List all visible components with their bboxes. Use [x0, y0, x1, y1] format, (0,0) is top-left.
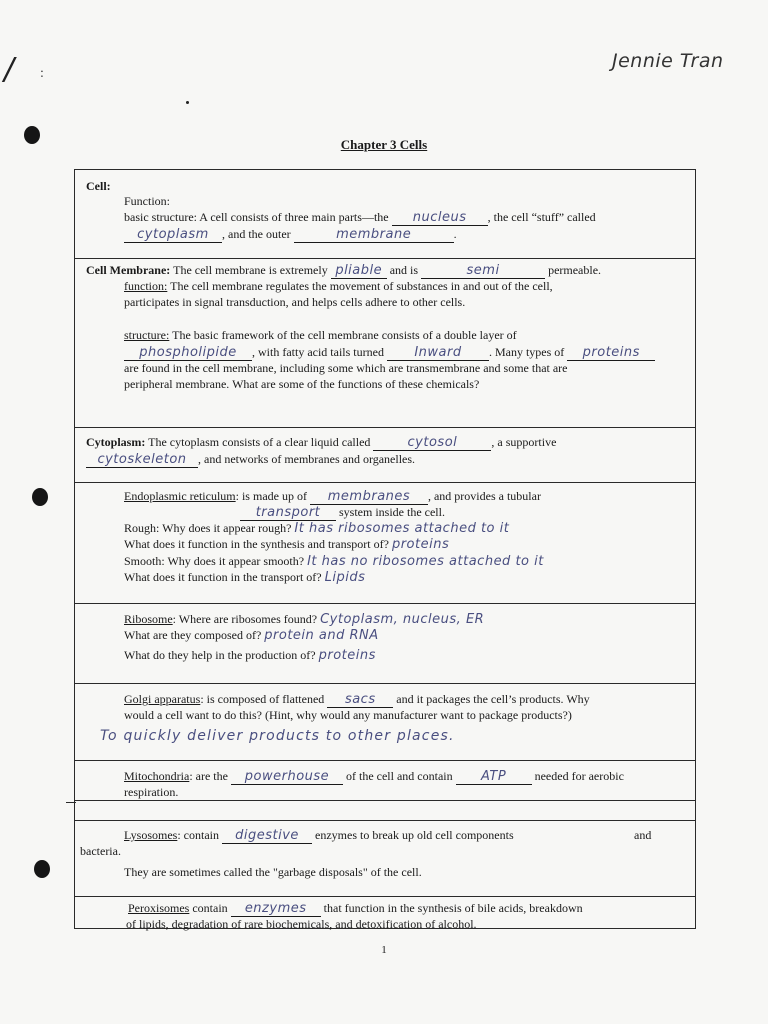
hole-punch-bottom: [34, 860, 50, 878]
membrane-structure-label: structure:: [124, 328, 170, 342]
answer-transport: transport: [255, 505, 321, 520]
ribosome-line3: What do they help in the production of? proteins: [124, 648, 376, 663]
answer-rough-function: proteins: [391, 537, 450, 552]
divider-lysosomes: [74, 896, 696, 897]
perox-heading: Peroxisomes: [128, 901, 190, 915]
answer-rough: It has ribosomes attached to it: [294, 521, 510, 536]
ribosome-line1: Ribosome: Where are ribosomes found? Cytoplasm, nucleus, ER: [124, 612, 485, 627]
cytoplasm-line1: Cytoplasm: The cytoplasm consists of a clear liquid called cytosol , a supportive: [86, 435, 557, 450]
er-rough-line: Rough: Why does it appear rough? It has ribosomes attached to it: [124, 521, 510, 536]
stray-colon-mark: :: [40, 66, 44, 81]
er-rough-line2: What does it function in the synthesis and transport of? proteins: [124, 537, 450, 552]
divider-ribosome: [74, 683, 696, 684]
mito-heading: Mitochondria: [124, 769, 190, 783]
page-number: 1: [381, 944, 387, 956]
golgi-heading: Golgi apparatus: [124, 692, 201, 706]
divider-cytoplasm: [74, 482, 696, 483]
lyso-line1: Lysosomes: contain digestive enzymes to break up old cell components: [124, 828, 514, 843]
answer-enzymes: enzymes: [244, 901, 307, 916]
answer-ribosome-location: Cytoplasm, nucleus, ER: [320, 612, 485, 627]
membrane-structure-line3: are found in the cell membrane, including some which are transmembrane and some that are: [124, 361, 568, 375]
answer-nucleus: nucleus: [412, 210, 467, 225]
divider-mitochondria: [74, 800, 696, 801]
membrane-heading: Cell Membrane:: [86, 263, 171, 277]
lyso-line3: They are sometimes called the "garbage disposals" of the cell.: [124, 865, 422, 879]
er-line1: Endoplasmic reticulum: is made up of membranes , and provides a tubular: [124, 489, 541, 504]
ribosome-line2: What are they composed of? protein and RNA: [124, 628, 379, 643]
answer-digestive: digestive: [235, 828, 299, 843]
answer-cytosol: cytosol: [407, 435, 458, 450]
divider-membrane: [74, 427, 696, 428]
lyso-heading: Lysosomes: [124, 828, 178, 842]
perox-line1: Peroxisomes contain enzymes that function in the synthesis of bile acids, breakdown: [128, 901, 583, 916]
membrane-function-line2: participates in signal transduction, and helps cells adhere to other cells.: [124, 295, 466, 309]
hole-punch-middle: [32, 488, 48, 506]
page-title: Chapter 3 Cells: [340, 137, 428, 152]
membrane-function-label: function:: [124, 279, 168, 293]
answer-ribosome-production: proteins: [318, 648, 376, 663]
cytoplasm-heading: Cytoplasm:: [86, 435, 146, 449]
lyso-line2: bacteria.: [80, 844, 121, 858]
answer-membranes: membranes: [327, 489, 411, 504]
answer-smooth: It has no ribosomes attached to it: [307, 554, 544, 569]
membrane-line1: Cell Membrane: The cell membrane is extremely pliable and is semi permeable.: [86, 263, 602, 278]
cell-structure-line: basic structure: A cell consists of three main parts—the nucleus , the cell “stuff” called: [124, 210, 596, 225]
answer-sacs: sacs: [344, 692, 376, 707]
student-name: Jennie Tran: [612, 50, 724, 72]
dot-mark: [186, 101, 189, 104]
mito-line1: Mitochondria: are the powerhouse of the cell and contain ATP needed for aerobic: [124, 769, 624, 784]
divider-er: [74, 603, 696, 604]
ribosome-heading: Ribosome: [124, 612, 173, 626]
perox-line2: of lipids, degradation of rare biochemicals, and detoxification of alcohol.: [126, 917, 477, 931]
answer-membrane: membrane: [336, 227, 412, 242]
er-line2: transport system inside the cell.: [240, 504, 445, 521]
answer-cytoskeleton: cytoskeleton: [97, 452, 187, 467]
answer-inward: Inward: [414, 345, 462, 360]
er-smooth-line: Smooth: Why does it appear smooth? It has no ribosomes attached to it: [124, 554, 544, 569]
answer-powerhouse: powerhouse: [244, 769, 330, 784]
membrane-structure-line4: peripheral membrane. What are some of the functions of these chemicals?: [124, 377, 480, 391]
pen-line-left: [66, 802, 76, 803]
answer-ribosome-composition: protein and RNA: [264, 628, 379, 643]
cytoplasm-line2: cytoskeleton , and networks of membranes and organelles.: [86, 451, 415, 468]
answer-semi: semi: [466, 263, 500, 278]
answer-smooth-function: Lipids: [324, 570, 366, 585]
divider-mito-double: [74, 820, 696, 821]
answer-pliable: pliable: [335, 263, 383, 278]
membrane-function-line1: function: The cell membrane regulates the movement of substances in and out of the cell,: [124, 279, 553, 293]
stray-slash-mark: /: [4, 52, 15, 87]
membrane-structure-line2: phospholipide , with fatty acid tails turned Inward . Many types of proteins: [124, 344, 655, 361]
divider-golgi: [74, 760, 696, 761]
answer-proteins: proteins: [582, 345, 640, 360]
er-smooth-line2: What does it function in the transport of? Lipids: [124, 570, 366, 585]
membrane-structure-line1: structure: The basic framework of the cell membrane consists of a double layer of: [124, 328, 517, 342]
answer-golgi: To quickly deliver products to other places.: [100, 728, 455, 744]
cell-function-label: Function:: [124, 194, 171, 208]
lyso-and: and: [634, 828, 652, 842]
cell-structure-line2: cytoplasm , and the outer membrane .: [124, 226, 457, 243]
golgi-line1: Golgi apparatus: is composed of flattened sacs and it packages the cell’s products. Why: [124, 692, 590, 707]
answer-atp: ATP: [480, 769, 507, 784]
divider-cell: [74, 258, 696, 259]
er-heading: Endoplasmic reticulum: [124, 489, 236, 503]
cell-heading: Cell:: [86, 179, 111, 193]
answer-cytoplasm: cytoplasm: [137, 227, 209, 242]
mito-line2: respiration.: [124, 785, 179, 799]
golgi-line2: would a cell want to do this? (Hint, why would any manufacturer want to package products?): [124, 708, 572, 722]
answer-phospholipids: phospholipide: [139, 345, 237, 360]
